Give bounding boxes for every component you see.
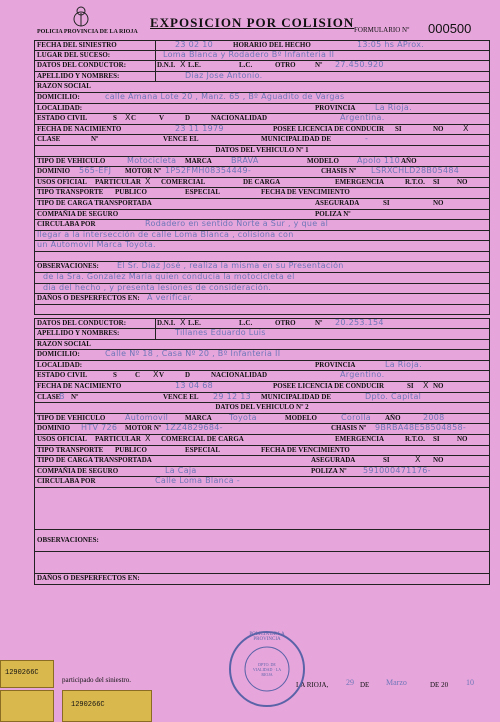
circulaba1-value[interactable]: Rodadero en sentido Norte a Sur , y que al [145,220,329,229]
municipalidad1-value[interactable]: - [365,135,369,144]
participado-text: participado del siniestro. [62,676,132,684]
apellido1-value[interactable]: Diaz Jose Antonio. [185,71,263,80]
circulaba1-line2 [34,231,490,242]
compania2-label: COMPAÑIA DE SEGURO [37,466,119,475]
hora-value[interactable]: 13:05 hs AProx. [357,40,425,49]
usos1-emergencia: EMERGENCIA [335,177,385,186]
obs1-row [34,262,490,273]
nacimiento1-row [34,125,490,136]
motor1-value[interactable]: 1P52FMH08354449- [165,167,252,176]
transporte1-especial: ESPECIAL [185,188,221,197]
localidad2-row [34,361,490,372]
provincia2-value[interactable]: La Rioja. [385,360,422,369]
usos2-label: USOS [37,434,56,443]
usos2-no: NO [457,434,468,443]
modelo2-label: MODELO [285,413,317,422]
estado1-d: D [185,114,191,123]
usos1-row [34,178,490,189]
obs1-line2 [34,273,490,284]
hora-label: HORARIO DEL HECHO [233,41,311,49]
circulaba2-blank [34,488,490,530]
motor1-label: MOTOR Nº [125,167,162,176]
dominio2-label: DOMINIO [37,424,71,433]
danos2-row [34,574,490,585]
conductor2-label: DATOS DEL CONDUCTOR: [37,319,127,328]
place-label: LA RIOJA, [296,681,329,689]
licencia1-label: POSEE LICENCIA DE CONDUCIR [273,124,385,133]
tipo1-row [34,157,490,168]
usos1-si: SI [433,177,440,186]
obs2-label: OBSERVACIONES: [37,535,99,544]
localidad1-label: LOCALIDAD: [37,103,83,112]
police-header: POLICIA PROVINCIA DE LA RIOJA [37,29,138,35]
circulaba1-line2-text[interactable]: llegar a la intersección de calle Loma Blanca , colisiona con [37,230,294,239]
estado1-row [34,114,490,125]
licencia1-si: SI [395,124,402,133]
dominio2-value[interactable]: HTV 726 [81,424,118,433]
localidad2-label: LOCALIDAD: [37,360,83,369]
vence2-label: VENCE EL [163,392,199,401]
obs1-line1[interactable]: El Sr. Diaz José , realiza la misma en su Presentación [117,262,344,271]
compania1-row [34,210,490,221]
domicilio1-row [34,93,490,104]
c1-num-value[interactable]: 27.450.920 [335,61,384,70]
usos2-row [34,435,490,446]
estado2-s: S [113,371,117,380]
conductor1-label: DATOS DEL CONDUCTOR: [37,61,127,70]
municipalidad1-label: MUNICIPALIDAD DE [261,135,332,144]
usos1-rto: R.T.O. [405,177,425,186]
carga1-row [34,199,490,210]
obs1-line3-text[interactable]: dia del hecho , y presenta lesiones de consideración. [43,283,272,292]
nacionalidad1-label: NACIONALIDAD [211,114,268,123]
seal-number: 1290266C [5,669,39,677]
tipo1-value[interactable]: Motocicleta [127,156,177,165]
vence2-value[interactable]: 29 12 13 [213,392,252,401]
dominio1-value[interactable]: 565-EFJ [79,167,112,176]
chasis1-value[interactable]: LSRXCHLD28B05484 [371,167,460,176]
tipo2-label: TIPO DE VEHICULO [37,413,106,422]
tipo2-row [34,414,490,425]
usos2-comercial: COMERCIAL DE CARGA [161,434,244,443]
estado2-d: D [185,371,191,380]
usos1-carga: DE CARGA [243,177,281,186]
stamp-inner-text: DPTO. DE VIALIDAD · LA RIOJA [252,662,282,677]
lugar-label: LUGAR DEL SUCESO: [37,50,111,59]
dominio1-row [34,167,490,178]
c2-otro: OTRO [275,319,296,328]
poliza2-value[interactable]: 591000471176- [363,466,431,475]
usos2-oficial: OFICIAL [57,434,87,443]
usos1-particular-check[interactable]: X [145,177,151,186]
marca2-value[interactable]: Toyota [229,413,257,422]
danos1-label: DAÑOS O DESPERFECTOS EN: [37,294,140,303]
licencia1-no-check[interactable]: X [463,124,469,133]
asegurada1-no: NO [433,198,444,207]
tipo1-label: TIPO DE VEHICULO [37,156,106,165]
clase2-row [34,393,490,404]
chasis2-label: CHASIS Nº [331,424,367,433]
fecha-row [34,40,490,51]
c2-dni-check[interactable]: X [180,318,186,328]
apellido2-row [34,329,490,340]
licencia2-si: SI [407,382,414,390]
chasis1-label: CHASIS Nº [321,167,357,176]
domicilio2-value[interactable]: Calle Nº 18 , Casa Nº 20 , Bº Infanteria II [105,350,281,359]
nacimiento1-value[interactable]: 23 11 1979 [175,124,224,133]
transporte1-row [34,188,490,199]
tax-seal [0,660,54,688]
usos1-comercial: COMERCIAL [161,177,206,186]
apellido2-label: APELLIDO Y NOMBRES: [37,329,120,338]
danos1-value[interactable]: A verificar. [147,294,194,303]
obs2-row [34,530,490,552]
modelo1-value[interactable]: Apolo 110 [357,156,401,165]
transporte1-publico: PUBLICO [115,188,147,197]
conductor1-row [34,61,490,72]
domicilio2-label: DOMICILIO: [37,350,80,359]
poliza2-label: POLIZA Nº [311,466,347,475]
nacionalidad1-value[interactable]: Argentina. [340,114,385,123]
lugar-row [34,51,490,62]
motor2-value[interactable]: 1ZZ4829684- [165,424,223,433]
usos2-emergencia: EMERGENCIA [335,434,385,443]
circulaba1-line3 [34,241,490,252]
clase2-num: Nº [71,392,79,401]
obs1-line3 [34,284,490,295]
vencimiento1-label: FECHA DE VENCIMIENTO [261,188,350,197]
modelo2-value[interactable]: Corolla [341,413,371,422]
danos2-label: DAÑOS O DESPERFECTOS EN: [37,573,140,582]
transporte2-label: TIPO TRANSPORTE [37,445,104,454]
de1-label: DE [360,681,370,689]
municipalidad2-value[interactable]: Dpto. Capital [365,392,422,401]
razon1-label: RAZON SOCIAL [37,82,91,91]
vence1-label: VENCE EL [163,135,199,144]
municipalidad2-label: MUNICIPALIDAD DE [261,392,332,401]
nacimiento1-label: FECHA DE NACIMIENTO [37,124,122,133]
collision-form [34,40,490,585]
fecha-label: FECHA DEL SINIESTRO [37,41,117,49]
apellido2-value[interactable]: Tillanes Eduardo Luis [175,329,266,338]
c2-le: L.E. [188,319,201,328]
de2-label: DE 20 [430,681,449,689]
circulaba1-row [34,220,490,231]
tipo2-value[interactable]: Automovil [125,413,169,422]
apellido1-row [34,72,490,83]
localidad1-row [34,104,490,115]
vehiculo1-section: DATOS DEL VEHICULO Nº 1 [34,146,490,157]
blank-line [34,305,490,316]
marca2-label: MARCA [185,413,212,422]
licencia2-no: NO [433,382,444,390]
marca1-value[interactable]: BRAVA [231,156,259,165]
circulaba1-label: CIRCULABA POR [37,220,96,229]
estado1-label: ESTADO CIVIL [37,114,88,123]
c2-num-label: Nº [315,319,323,328]
domicilio1-label: DOMICILIO: [37,92,80,101]
estado1-s: S [113,114,117,123]
obs1-line2-text[interactable]: de la Sra. Gonzalez Maria quien conducía la motocicleta el [43,273,295,282]
form-number: 000500 [428,21,472,36]
lugar-value[interactable]: Loma Blanca y Rodadero Bº Infanteria II [163,50,335,59]
nacimiento2-value[interactable]: 13 04 68 [175,382,214,390]
clase2-value[interactable]: B [59,392,65,401]
provincia1-label: PROVINCIA [315,103,356,112]
vencimiento2-label: FECHA DE VENCIMIENTO [261,445,350,454]
usos2-particular-check[interactable]: X [145,434,151,443]
usos1-label: USOS [37,177,56,186]
clase2-label: CLASE [37,392,61,401]
usos2-particular: PARTICULAR [95,434,141,443]
obs2-blank [34,552,490,574]
estado2-c: C [135,371,141,380]
police-stamp [228,628,306,710]
c1-num-label: Nº [315,61,323,70]
marca1-label: MARCA [185,156,212,165]
fecha-value[interactable]: 23 02 10 [175,40,214,49]
asegurada1-label: ASEGURADA [315,198,360,207]
usos2-si: SI [433,434,440,443]
licencia1-no: NO [433,124,444,133]
c2-num-value[interactable]: 20.253.154 [335,318,384,328]
page-title: EXPOSICION POR COLISION [150,15,355,30]
motor2-label: MOTOR Nº [125,424,162,433]
asegurada1-si: SI [383,198,390,207]
clase1-label: CLASE [37,135,61,144]
asegurada2-label: ASEGURADA [311,456,356,465]
usos1-no: NO [457,177,468,186]
carga2-label: TIPO DE CARGA TRANSPORTADA [37,456,152,465]
circulaba2-value[interactable]: Calle Loma Blanca - [155,477,240,486]
domicilio2-row [34,350,490,361]
c1-dni-check[interactable]: X [180,61,186,70]
asegurada2-si: SI [383,456,390,465]
nacimiento2-label: FECHA DE NACIMIENTO [37,382,122,390]
seal-number: 1290266C [71,701,105,709]
circulaba2-label: CIRCULABA POR [37,477,96,486]
estado2-label: ESTADO CIVIL [37,371,88,380]
transporte2-especial: ESPECIAL [185,445,221,454]
asegurada2-no: NO [433,456,444,465]
licencia2-si-check[interactable]: X [423,382,429,390]
dominio1-label: DOMINIO [37,167,71,176]
circulaba1-line3-text[interactable]: un Automovil Marca Toyota. [37,241,156,250]
blank-line [34,252,490,263]
circulaba2-row [34,477,490,488]
licencia2-label: POSEE LICENCIA DE CONDUCIR [273,382,385,390]
c2-lc: L.C. [239,319,253,328]
ano1-label: AÑO [401,156,417,165]
c2-dni: D.N.I. [157,319,176,328]
provincia1-value[interactable]: La Rioja. [375,103,412,112]
razon1-row [34,82,490,93]
month-value[interactable]: Marzo [386,678,407,687]
transporte2-publico: PUBLICO [115,445,147,454]
modelo1-label: MODELO [307,156,339,165]
c1-lc: L.C. [239,61,253,70]
estado2-row [34,371,490,382]
compania1-label: COMPAÑIA DE SEGURO [37,209,119,218]
clase1-num: Nº [91,135,99,144]
day-value[interactable]: 29 [346,678,354,687]
razon2-label: RAZON SOCIAL [37,339,91,348]
vehiculo2-section: DATOS DEL VEHICULO Nº 2 [34,403,490,414]
clase1-row [34,135,490,146]
year-value[interactable]: 10 [466,678,474,687]
estado1-check[interactable]: X [125,114,131,123]
conductor2-row [34,318,490,329]
transporte1-label: TIPO TRANSPORTE [37,188,104,197]
estado1-c: C [131,114,137,123]
carga1-label: TIPO DE CARGA TRANSPORTADA [37,198,152,207]
chasis2-value[interactable]: 9BRBA48E58504858- [375,424,467,433]
c1-dni: D.N.I. [157,61,176,70]
nacimiento2-row [34,382,490,393]
usos2-rto: R.T.O. [405,434,425,443]
nacionalidad2-label: NACIONALIDAD [211,371,268,380]
compania2-row [34,467,490,478]
emblem [72,5,90,27]
provincia2-label: PROVINCIA [315,360,356,369]
nacionalidad2-value[interactable]: Argentino. [340,371,385,380]
obs1-label: OBSERVACIONES: [37,262,99,271]
form-number-label: FORMULARIO Nº [354,26,410,34]
tax-seal [0,690,54,722]
c1-le: L.E. [188,61,201,70]
dominio2-row [34,424,490,435]
stamp-text: POLICIA DE LA PROVINCIA [249,632,285,642]
c1-otro: OTRO [275,61,296,70]
usos1-particular: PARTICULAR [95,177,141,186]
estado2-v: V [159,371,165,380]
carga2-row [34,456,490,467]
compania2-value[interactable]: La Caja [165,466,197,475]
danos1-row [34,294,490,305]
transporte2-row [34,446,490,457]
asegurada2-si-check[interactable]: X [415,456,421,465]
apellido1-label: APELLIDO Y NOMBRES: [37,71,120,80]
domicilio1-value[interactable]: calle Amana Lote 20 , Manz. 65 , Bº Aguadito de Vargas [105,92,345,101]
tax-seal [62,690,152,722]
estado1-v: V [159,114,165,123]
poliza1-label: POLIZA Nº [315,209,351,218]
usos1-oficial: OFICIAL [57,177,87,186]
ano2-value[interactable]: 2008 [423,413,445,422]
razon2-row [34,340,490,351]
estado2-check[interactable]: X [153,371,159,380]
ano2-label: AÑO [385,413,401,422]
